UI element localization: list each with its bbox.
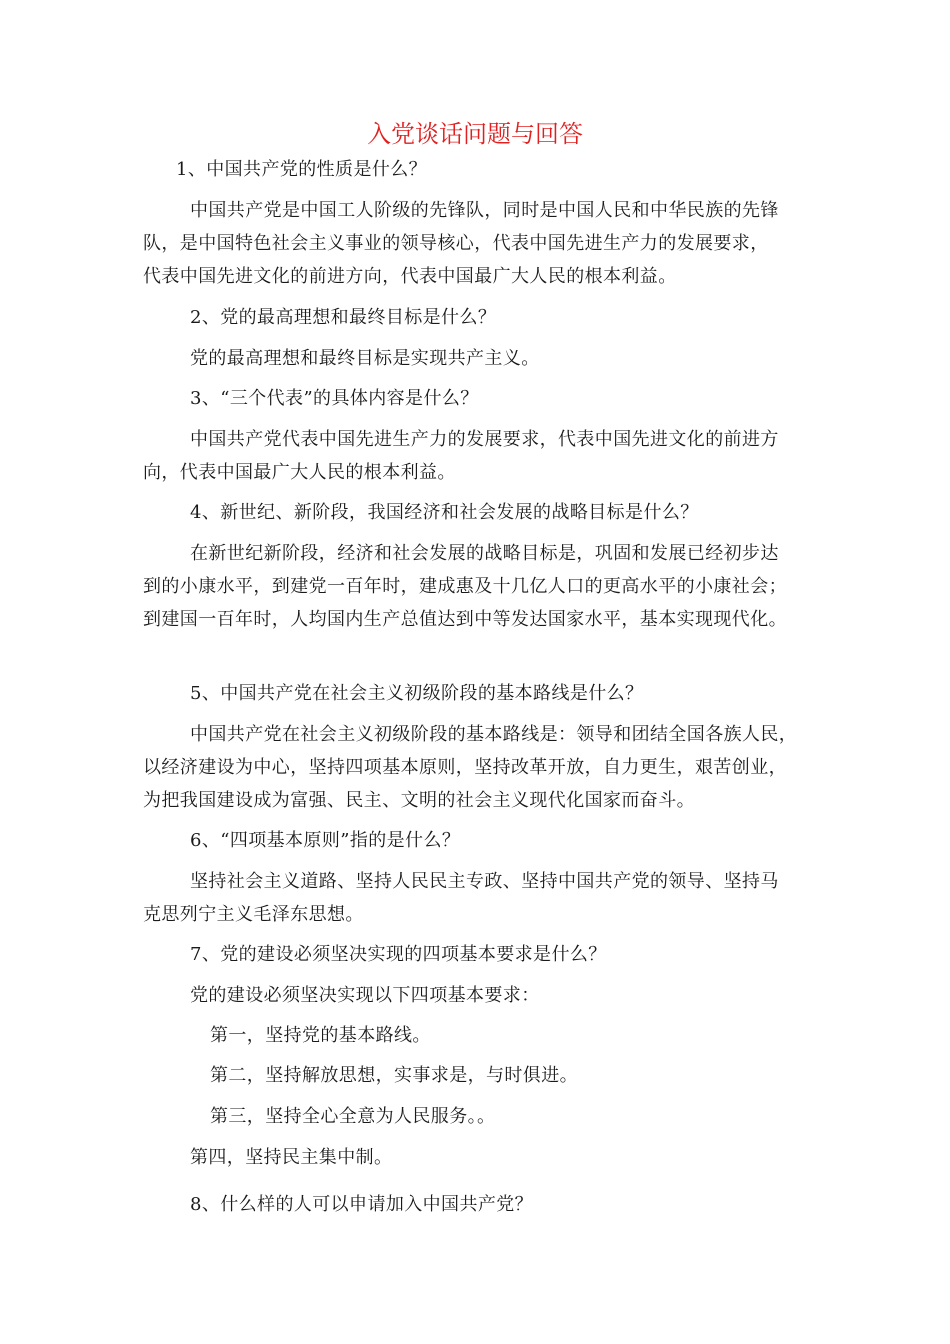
question-6: 6、“四项基本原则”指的是什么？ <box>190 830 461 851</box>
answer-7-item-2: 第二，坚持解放思想，实事求是，与时俱进。 <box>210 1065 578 1086</box>
answer-6-line-2: 克思列宁主义毛泽东思想。 <box>143 904 364 925</box>
answer-5-line-1: 中国共产党在社会主义初级阶段的基本路线是：领导和团结全国各族人民， <box>190 724 798 745</box>
answer-1-line-2: 队，是中国特色社会主义事业的领导核心，代表中国先进生产力的发展要求， <box>143 233 769 254</box>
question-7: 7、党的建设必须坚决实现的四项基本要求是什么？ <box>190 944 607 965</box>
answer-7-item-4: 第四，坚持民主集中制。 <box>190 1147 393 1168</box>
document-title: 入党谈话问题与回答 <box>367 120 583 148</box>
answer-6-line-1: 坚持社会主义道路、坚持人民民主专政、坚持中国共产党的领导、坚持马 <box>190 871 779 892</box>
answer-1-line-3: 代表中国先进文化的前进方向，代表中国最广大人民的根本利益。 <box>143 266 677 287</box>
question-2: 2、党的最高理想和最终目标是什么？ <box>190 307 497 328</box>
answer-7-line-1: 党的建设必须坚决实现以下四项基本要求： <box>190 985 540 1006</box>
answer-4-line-1: 在新世纪新阶段，经济和社会发展的战略目标是，巩固和发展已经初步达 <box>190 543 779 564</box>
question-3: 3、“三个代表”的具体内容是什么？ <box>190 388 479 409</box>
answer-4-line-2: 到的小康水平，到建党一百年时，建成惠及十几亿人口的更高水平的小康社会； <box>143 576 787 597</box>
answer-2-line-1: 党的最高理想和最终目标是实现共产主义。 <box>190 348 540 369</box>
answer-7-item-3: 第三，坚持全心全意为人民服务。。 <box>210 1106 496 1127</box>
question-1: 1、中国共产党的性质是什么？ <box>176 159 428 180</box>
answer-3-line-1: 中国共产党代表中国先进生产力的发展要求，代表中国先进文化的前进方 <box>190 429 779 450</box>
question-4: 4、新世纪、新阶段，我国经济和社会发展的战略目标是什么？ <box>190 502 699 523</box>
answer-4-line-3: 到建国一百年时，人均国内生产总值达到中等发达国家水平，基本实现现代化。 <box>143 609 787 630</box>
answer-5-line-2: 以经济建设为中心，坚持四项基本原则，坚持改革开放，自力更生，艰苦创业， <box>143 757 787 778</box>
answer-1-line-1: 中国共产党是中国工人阶级的先锋队，同时是中国人民和中华民族的先锋 <box>190 200 779 221</box>
answer-5-line-3: 为把我国建设成为富强、民主、文明的社会主义现代化国家而奋斗。 <box>143 790 695 811</box>
answer-7-item-1: 第一，坚持党的基本路线。 <box>210 1025 431 1046</box>
answer-3-line-2: 向，代表中国最广大人民的根本利益。 <box>143 462 456 483</box>
question-5: 5、中国共产党在社会主义初级阶段的基本路线是什么？ <box>190 683 644 704</box>
question-8: 8、什么样的人可以申请加入中国共产党？ <box>190 1194 534 1215</box>
